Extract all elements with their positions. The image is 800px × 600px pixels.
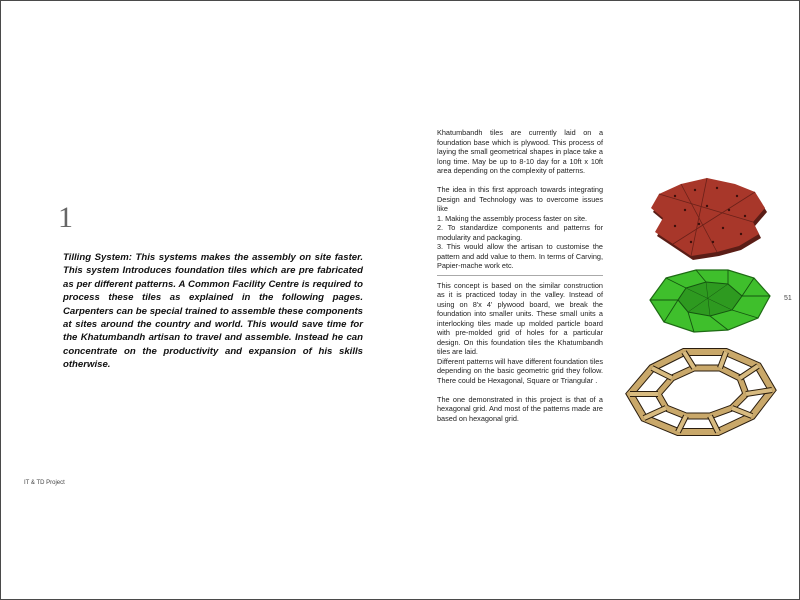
paragraph-patterns: Different patterns will have different foundation tiles depending on the basic geometric grid they follow. There could be Hexagonal, Square or Triangular . [437,356,603,385]
footer-label: IT & TD Project [24,480,65,486]
paragraph-current-process: Khatumbandh tiles are currently laid on a foundation base which is plywood. This process of laying the small geometrical shapes in place take a long time. May be up to 8-10 day for a 10ft x 10ft area depending on the complexity of patterns. [437,128,603,175]
paragraph-hexagonal-grid: The one demonstrated in this project is that of a hexagonal grid. And most of the patterns made are based on hexagonal grid. [437,394,603,423]
list-item: 1. Making the assembly process faster on site. [437,213,588,223]
intro-body: This systems makes the assembly on site faster. This system Introduces foundation tiles which are pre fabricated as per different patterns. A Common Facility Centre is required to process these tiles as explained in the following pages. Carpenters can be special trained to assemble these components at sites around the country and world. This would save time for the Khatumbandh artisan to travel and assemble. Instead he can concentrate on the productivity and expansion of his skills otherwise. [63,252,363,371]
section-divider [437,275,603,276]
intro-heading: Tilling System: [63,252,132,263]
intro-paragraph [63,251,363,372]
body-column [437,128,603,433]
paragraph-first-approach: The idea in this first approach towards integrating Design and Technology was to overcome issues like [437,185,603,213]
list-item: 2. To standardize components and patterns for modularity and packaging. [437,223,603,242]
wooden-lattice-illustration [622,338,782,443]
page-number: 51 [784,295,792,302]
chapter-number: 1 [58,201,73,234]
red-foundation-tile-illustration [645,176,775,266]
paragraph-concept: This concept is based on the similar construction as it is practiced today in the valley. Instead of using on 8'x 4' plywood board, we break the foundation into smaller units. These small units a interlocking tiles made up molded particle board with pre-molded grid of holes for a particular design. On this foundation tiles the Khatumbandh tiles are laid. [437,280,603,356]
green-hexagonal-pattern-illustration [648,266,773,336]
list-item: 3. This would allow the artisan to customise the pattern and add value to them. In terms of Carving, Papier-mache work etc. [437,242,603,270]
